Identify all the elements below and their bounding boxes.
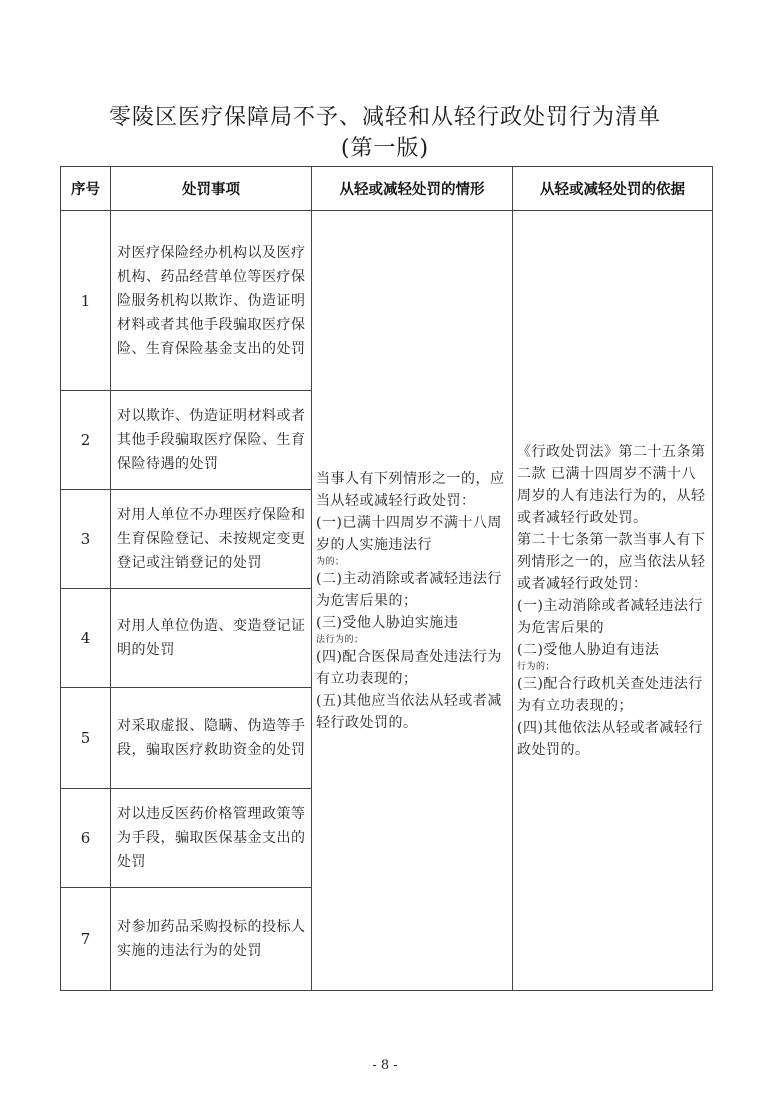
row-number: 3 [61, 490, 111, 589]
header-basis: 从轻或减轻处罚的依据 [513, 167, 713, 211]
basis-item-2-tail: 行为的； [517, 661, 556, 672]
row-number: 1 [61, 211, 111, 391]
row-number: 5 [61, 688, 111, 789]
circumstances-cell [312, 211, 513, 991]
row-penalty-item: 对医疗保险经办机构以及医疗机构、药品经营单位等医疗保险服务机构以欺诈、伪造证明材料或者其他手段骗取医疗保险、生育保险基金支出的处罚 [111, 211, 312, 391]
row-penalty-item: 对以违反医药价格管理政策等为手段，骗取医保基金支出的处罚 [111, 789, 312, 888]
penalty-table-container [60, 166, 712, 991]
basis-item-1: (一)主动消除或者减轻违法行为危害后果的 [517, 597, 703, 636]
row-penalty-item: 对以欺诈、伪造证明材料或者其他手段骗取医疗保险、生育保险待遇的处罚 [111, 391, 312, 490]
page-number: - 8 - [372, 1058, 398, 1073]
basis-paragraph-2: 第二十七条第一款当事人有下列情形之一的，应当依法从轻或者减轻行政处罚： [517, 531, 706, 592]
circumstance-1-tail: 为的； [316, 556, 345, 567]
basis-item-2: (二)受他人胁迫有违法 [517, 641, 660, 658]
document-subtitle: (第一版) [340, 136, 430, 161]
row-number: 7 [61, 888, 111, 991]
row-penalty-item: 对参加药品采购投标的投标人实施的违法行为的处罚 [111, 888, 312, 991]
basis-paragraph-1: 《行政处罚法》第二十五条第二款 已满十四周岁不满十八周岁的人有违法行为的，从轻或者减轻行政处罚。 [517, 443, 706, 526]
penalty-table [60, 166, 713, 991]
row-number: 6 [61, 789, 111, 888]
circumstance-3-tail: 法行为的； [316, 634, 364, 645]
circumstance-5: (五)其他应当依法从轻或者减轻行政处罚的。 [316, 692, 502, 731]
header-serial: 序号 [61, 167, 111, 211]
table-row [61, 211, 713, 391]
circumstance-3: (三)受他人胁迫实施违 [316, 614, 459, 631]
row-penalty-item: 对用人单位伪造、变造登记证明的处罚 [111, 589, 312, 688]
header-circumstances: 从轻或减轻处罚的情形 [312, 167, 513, 211]
circumstance-1: (一)已满十四周岁不满十八周岁的人实施违法行 [316, 514, 502, 553]
row-penalty-item: 对用人单位不办理医疗保险和生育保险登记、未按规定变更登记或注销登记的处罚 [111, 490, 312, 589]
document-title: 零陵区医疗保障局不予、减轻和从轻行政处罚行为清单 [108, 105, 661, 130]
circumstance-2: (二)主动消除或者减轻违法行为危害后果的； [316, 570, 502, 609]
basis-cell [513, 211, 713, 991]
header-penalty-item: 处罚事项 [111, 167, 312, 211]
basis-item-4: (四)其他依法从轻或者减轻行政处罚的。 [517, 719, 703, 758]
circumstance-4: (四)配合医保局查处违法行为有立功表现的； [316, 648, 502, 687]
basis-item-3: (三)配合行政机关查处违法行为有立功表现的； [517, 675, 703, 714]
table-header-row [61, 167, 713, 211]
row-penalty-item: 对采取虚报、隐瞒、伪造等手段，骗取医疗救助资金的处罚 [111, 688, 312, 789]
row-number: 4 [61, 589, 111, 688]
circumstances-intro: 当事人有下列情形之一的，应当从轻或减轻行政处罚： [316, 470, 505, 509]
row-number: 2 [61, 391, 111, 490]
